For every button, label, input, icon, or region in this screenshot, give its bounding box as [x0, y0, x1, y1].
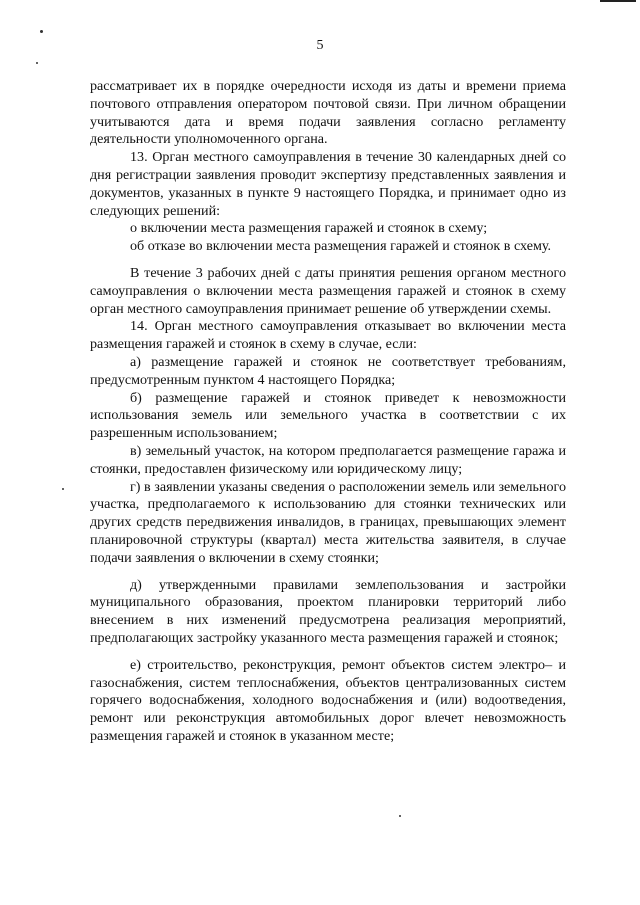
- paragraph: рассматривает их в порядке очередности исходя из даты и времени приема почтового отправления оператором почтовой связи. При личном обращении учитываются дата и время подачи заявления согласно регламенту деятельности уполномоченного органа.: [90, 78, 566, 148]
- scan-corner-mark: [600, 0, 636, 5]
- list-item-v: в) земельный участок, на котором предполагается размещение гаража и стоянки, предоставлен физическому или юридическому лицу;: [90, 442, 566, 477]
- scan-speck: [36, 62, 38, 64]
- paragraph: В течение 3 рабочих дней с даты принятия решения органом местного самоуправления о включении места размещения гаражей и стоянок в схему орган местного самоуправления принимает решение об утверждении схемы.: [90, 264, 566, 317]
- paragraph: об отказе во включении места размещения гаражей и стоянок в схему.: [130, 238, 552, 255]
- list-item-b: б) размещение гаражей и стоянок приведет к невозможности использования земель или земельного участка в соответствии с их разрешенным использованием;: [90, 389, 566, 442]
- paragraph-14: 14. Орган местного самоуправления отказывает во включении места размещения гаражей и стоянок в схему в случае, если:: [90, 318, 566, 353]
- paragraph-13: 13. Орган местного самоуправления в течение 30 календарных дней со дня регистрации заявления проводит экспертизу представленных заявления и документов, указанных в пункте 9 настоящего Порядка, и принимает одно из следующих решений:: [90, 149, 566, 219]
- page-number: 5: [316, 38, 324, 53]
- list-item-e: е) строительство, реконструкция, ремонт объектов систем электро– и газоснабжения, систем теплоснабжения, объектов централизованных систем горячего водоснабжения, холодного водоснабжения и (или) водоотведения, ремонт или реконструкция автомобильных дорог влечет невозможность размещения гаражей и стоянок в указанном месте;: [90, 656, 566, 744]
- scan-speck: [399, 815, 401, 817]
- document-body: [90, 78, 566, 746]
- list-item-a: а) размещение гаражей и стоянок не соответствует требованиям, предусмотренным пунктом 4 настоящего Порядка;: [90, 353, 566, 388]
- list-item-d: д) утвержденными правилами землепользования и застройки муниципального образования, проектом планировки территорий либо внесением в них изменений предусмотрена реализация мероприятий, предполагающих застройку указанного места размещения гаражей и стоянок;: [90, 576, 566, 646]
- list-item-g: г) в заявлении указаны сведения о расположении земель или земельного участка, предполагаемого к использованию для стоянки технических или других средств передвижения инвалидов, в границах, превышающих элемент планировочной структуры (квартал) места жительства заявителя, в случае подачи заявления о включении в схему стоянки;: [90, 478, 566, 566]
- paragraph: о включении места размещения гаражей и стоянок в схему;: [130, 220, 488, 237]
- scan-speck: [62, 488, 64, 490]
- scan-speck: [40, 30, 43, 33]
